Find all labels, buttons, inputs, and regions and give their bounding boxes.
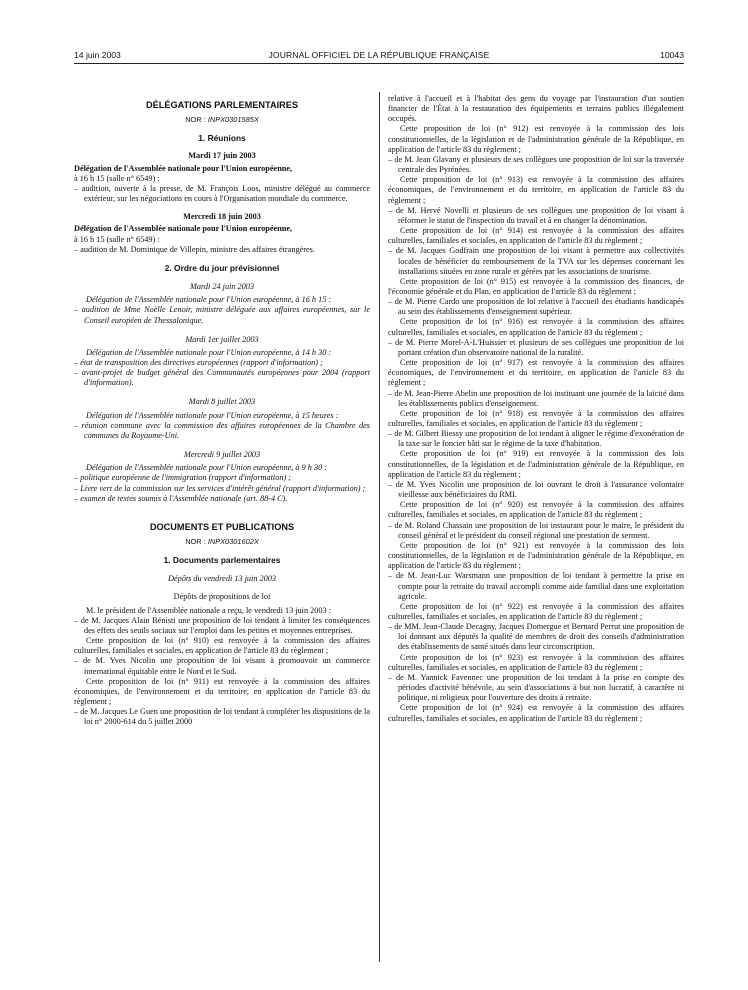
bill-proposal: – de M. Jacques Alain Bénisti une proposition de loi tendant à limiter les conséquences des effets des seuils sociaux sur l'emploi dans les petites et moyennes entreprises. [74,615,370,635]
subsection-documents-parlementaires: 1. Documents parlementaires [163,555,281,566]
nor-label: NOR : [185,115,206,125]
meeting-date: Mardi 17 juin 2003 [188,151,256,161]
bill-proposal-continued: relative à l'accueil et à l'habitat des gens du voyage par l'instauration d'un soutien financier de l'État à la restauration des équipements et terrains publics illégalement occupés. [388,94,684,124]
meeting-item: – audition de M. Dominique de Villepin, ministre des affaires étrangères. [74,244,315,254]
section-title-documents: DOCUMENTS ET PUBLICATIONS [149,521,295,532]
page-header [74,50,684,64]
agenda-date: Mardi 8 juillet 2003 [188,397,256,407]
bill-referral: Cette proposition de loi (n° 917) est renvoyée à la commission des affaires économiques, de l'environnement et du territoire, en application de l'article 83 du règlement ; [388,358,684,388]
agenda-item: – réunion commune avec la commission des affaires européennes de la Chambre des communes du Royaume-Uni. [74,420,370,440]
bill-referral: Cette proposition de loi (n° 913) est renvoyée à la commission des affaires économiques, de l'environnement et du territoire, en application de l'article 83 du règlement ; [388,175,684,205]
left-column [74,94,370,728]
agenda-text: Délégation de l'Assemblée nationale pour l'Union européenne, à 9 h 30 : [86,463,328,473]
meeting-time: à 16 h 15 (salle n° 6549) : [74,173,160,183]
bill-proposal: – de M. Jacques Le Guen une proposition de loi tendant à compléter les dispositions de la loi n° 2000-614 du 5 juillet 2000 [74,707,370,727]
bill-referral: Cette proposition de loi (n° 912) est renvoyée à la commission des lois constitutionnelles, de la législation et de l'administration générale de la République, en application de l'article 83 du règlement ; [388,124,684,154]
right-column [388,94,684,724]
bill-referral: Cette proposition de loi (n° 921) est renvoyée à la commission des lois constitutionnelles, de la législation et de l'administration générale de la République, en application de l'article 83 du règlement ; [388,540,684,571]
bill-proposal: – de M. Jean-Luc Warsmann une proposition de loi tendant à permettre la prise en compte pour la retraite du travail accompli comme aide familial dans une exploitation agricole. [388,571,684,601]
agenda-date: Mardi 24 juin 2003 [189,282,255,292]
bill-proposal: – de M. Pierre Morel-A-L'Huissier et plusieurs de ses collègues une proposition de loi portant création d'un observatoire national de la ruralité. [388,337,684,357]
agenda-date: Mercredi 9 juillet 2003 [183,450,261,460]
nor-code: INPX0301602X [207,537,259,546]
deposits-intro: M. le président de l'Assemblée nationale a reçu, le vendredi 13 juin 2003 : [86,605,332,615]
subsection-ordre-du-jour: 2. Ordre du jour prévisionnel [164,262,280,273]
nor-code: INPX0301585X [207,115,259,125]
bill-proposal: – de M. Yannick Favennec une proposition de loi tendant à la prise en compte des périodes d'activité bénévole, au sein d'associations à but non lucratif, à caractère ni politique, ni religieux pour l'ouverture des droits à retraite. [388,672,684,703]
meeting-date: Mercredi 18 juin 2003 [183,212,261,222]
nor-reference [74,115,370,125]
agenda-text: Délégation de l'Assemblée nationale pour l'Union européenne, à 15 heures : [86,410,339,420]
agenda-item: – audition de Mme Noëlle Lenoir, ministre déléguée aux affaires européennes, sur le Conseil européen de Thessalonique. [74,305,370,325]
nor-reference [74,537,370,547]
header-page-number: 10043 [660,50,684,60]
bill-referral: Cette proposition de loi (n° 910) est renvoyée à la commission des affaires culturelles, familiales et sociales, en application de l'article 83 du règlement ; [74,636,370,656]
bill-referral: Cette proposition de loi (n° 911) est renvoyée à la commission des affaires économiques, de l'environnement et du territoire, en application de l'article 83 du règlement ; [74,676,370,707]
agenda-item: – état de transposition des directives européennes (rapport d'information) ; [74,357,323,367]
bill-referral: Cette proposition de loi (n° 923) est renvoyée à la commission des affaires culturelles, familiales et sociales, en application de l'article 83 du règlement ; [388,652,684,672]
header-title: JOURNAL OFFICIEL DE LA RÉPUBLIQUE FRANÇAISE [268,50,490,60]
bill-referral: Cette proposition de loi (n° 922) est renvoyée à la commission des affaires culturelles, familiales et sociales, en application de l'article 83 du règlement ; [388,601,684,621]
agenda-item: – examen de textes soumis à l'Assemblée nationale (art. 88-4 C). [74,493,288,503]
bill-referral: Cette proposition de loi (n° 916) est renvoyée à la commission des affaires culturelles, familiales et sociales, en application de l'article 83 du règlement ; [388,317,684,337]
bill-proposal: – de M. Yves Nicolin une proposition de loi ouvrant le droit à l'assurance volontaire vieillesse aux bénéficiaires du RMI. [388,479,684,500]
deposits-heading: Dépôts de propositions de loi [173,592,271,602]
bill-referral: Cette proposition de loi (n° 924) est renvoyée à la commission des affaires culturelles, familiales et sociales, en application de l'article 83 du règlement ; [388,703,684,723]
bill-proposal: – de M. Roland Chassain une proposition de loi instaurant pour le maire, le président du conseil général et le président du conseil régional une prestation de serment. [388,520,684,540]
bill-proposal: – de M. Jean Glavany et plusieurs de ses collègues une proposition de loi sur la traversée centrale des Pyrénées. [388,154,684,175]
bill-referral: Cette proposition de loi (n° 920) est renvoyée à la commission des affaires culturelles, familiales et sociales, en application de l'article 83 du règlement ; [388,500,684,520]
meeting-body: Délégation de l'Assemblée nationale pour l'Union européenne, [74,224,293,234]
bill-proposal: – de M. Jean-Pierre Abelin une proposition de loi instituant une journée de la laïcité dans les établissements publics d'enseignement. [388,388,684,408]
deposits-date: Dépôts du vendredi 13 juin 2003 [167,574,277,584]
bill-proposal: – de M. Gilbert Biessy une proposition de loi tendant à aligner le régime d'exonération de la taxe sur le foncier bâti sur le régime de la taxe d'habitation. [388,429,684,449]
header-rule [74,63,684,64]
agenda-text: Délégation de l'Assemblée nationale pour l'Union européenne, à 16 h 15 : [86,295,332,305]
bill-referral: Cette proposition de loi (n° 918) est renvoyée à la commission des affaires culturelles, familiales et sociales, en application de l'article 83 du règlement ; [388,408,684,428]
bill-referral: Cette proposition de loi (n° 914) est renvoyée à la commission des affaires culturelles, familiales et sociales, en application de l'article 83 du règlement ; [388,226,684,246]
column-divider [379,92,380,962]
bill-proposal: – de M. Jacques Godfrain une proposition de loi visant à permettre aux collectivités locales de bénéficier du remboursement de la TVA sur les dépenses concernant les installations situées en zone rurale et gérées par les associations de tourisme. [388,246,684,276]
agenda-item: – politique européenne de l'immigration (rapport d'information) ; [74,473,292,483]
section-title-delegations: DÉLÉGATIONS PARLEMENTAIRES [145,100,299,110]
agenda-item: – avant-projet de budget général des Communautés européennes pour 2004 (rapport d'information). [74,368,370,388]
subsection-reunions: 1. Réunions [198,133,246,144]
bill-referral: Cette proposition de loi (n° 915) est renvoyée à la commission des finances, de l'économie générale et du Plan, en application de l'article 83 du règlement ; [388,276,684,296]
bill-proposal: – de M. Yves Nicolin une proposition de loi visant à promouvoir un commerce international équitable entre le Nord et le Sud. [74,656,370,676]
meeting-item: – audition, ouverte à la presse, de M. François Loos, ministre délégué au commerce extérieur, sur les négociations en cours à l'Organisation mondiale du commerce. [74,183,370,204]
meeting-time: à 16 h 15 (salle n° 6549) : [74,234,160,244]
bill-referral: Cette proposition de loi (n° 919) est renvoyée à la commission des lois constitutionnelles, de la législation et de l'administration générale de la République, en application de l'article 83 du règlement ; [388,449,684,479]
agenda-item: – Livre vert de la commission sur les services d'intérêt général (rapport d'information) ; [74,483,366,493]
agenda-date: Mardi 1er juillet 2003 [185,334,259,344]
nor-label: NOR : [185,537,206,546]
meeting-body: Délégation de l'Assemblée nationale pour l'Union européenne, [74,163,293,173]
bill-proposal: – de MM. Jean-Claude Decagny, Jacques Domergue et Bernard Perrut une proposition de loi donnant aux députés la qualité de membres de droit des conseils d'administration des établissements de santé situés dans leur circonscription. [388,622,684,652]
bill-proposal: – de M. Pierre Cardo une proposition de loi relative à l'accueil des étudiants handicapés au sein des établissements d'enseignement supérieur. [388,297,684,317]
header-date: 14 juin 2003 [74,50,121,60]
agenda-text: Délégation de l'Assemblée nationale pour l'Union européenne, à 14 h 30 : [86,347,332,357]
bill-proposal: – de M. Hervé Novelli et plusieurs de ses collègues une proposition de loi visant à réformer le statut de l'inspection du travail et à en changer la dénomination. [388,205,684,225]
